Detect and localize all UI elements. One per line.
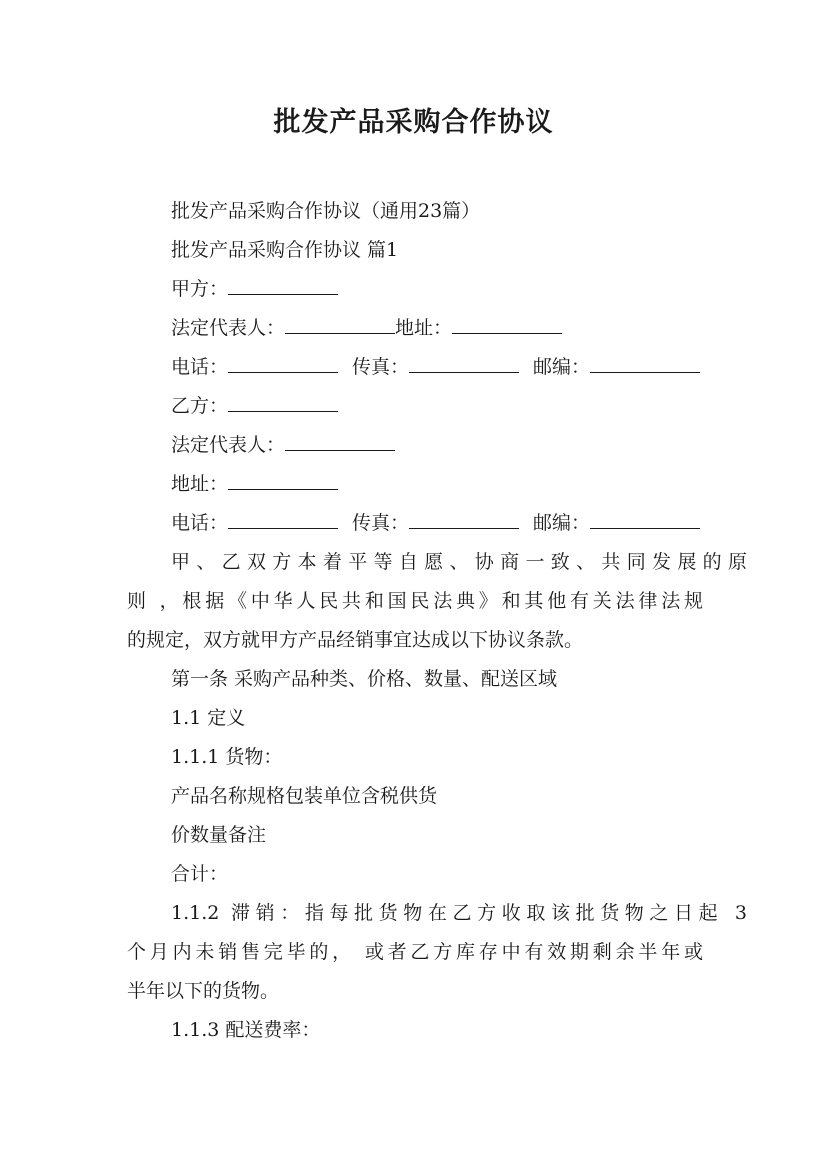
party-b-postcode-blank (590, 510, 700, 529)
party-b-phone-label: 电话： (171, 512, 229, 534)
party-a-phone-label: 电话： (171, 356, 229, 378)
goods-table-header-1: 产品名称规格包装单位含税供货 (171, 785, 438, 807)
party-a-name-label: 甲方： (171, 278, 229, 300)
party-a-postcode-blank (590, 354, 700, 373)
party-b-name-blank (228, 393, 338, 412)
section-1-1-2-line-3: 半年以下的货物。 (127, 980, 280, 1002)
document-title: 批发产品采购合作协议 (273, 107, 554, 138)
party-a-contact-row (127, 353, 747, 381)
section-1-1-1: 1.1.1 货物： (171, 746, 283, 768)
party-b-rep-blank (285, 432, 395, 451)
party-b-address-row (127, 470, 747, 498)
party-b-address-blank (228, 471, 338, 490)
intro-line-2: 则 ，根据《中华人民共和国民法典》和其他有关法律法规 (127, 590, 703, 612)
party-a-rep-row (127, 314, 747, 342)
party-a-name-row (127, 275, 747, 303)
party-a-rep-blank (285, 315, 395, 334)
article-1-heading: 第一条 采购产品种类、价格、数量、配送区域 (171, 668, 558, 690)
party-b-rep-label: 法定代表人： (171, 434, 286, 456)
party-a-phone-blank (228, 354, 338, 373)
party-a-fax-label: 传真： (352, 356, 410, 378)
party-a-name-blank (228, 276, 338, 295)
party-a-address-blank (452, 315, 562, 334)
party-b-name-label: 乙方： (171, 395, 229, 417)
party-b-fax-label: 传真： (352, 512, 410, 534)
party-b-fax-blank (409, 510, 519, 529)
party-b-postcode-label: 邮编： (533, 512, 591, 534)
goods-total: 合计： (171, 863, 229, 885)
section-1-1: 1.1 定义 (171, 707, 246, 729)
section-1-1-2-line-1: 1.1.2 滞销：指每批货物在乙方收取该批货物之日起 3 (171, 902, 747, 924)
party-b-contact-row (127, 509, 747, 537)
party-a-rep-label: 法定代表人： (171, 317, 286, 339)
party-a-address-label: 地址： (395, 317, 453, 339)
party-b-name-row (127, 392, 747, 420)
document-subtitle: 批发产品采购合作协议（通用23篇） (171, 200, 481, 222)
section-heading: 批发产品采购合作协议 篇1 (171, 239, 399, 261)
party-b-address-label: 地址： (171, 473, 229, 495)
party-a-postcode-label: 邮编： (533, 356, 591, 378)
party-a-fax-blank (409, 354, 519, 373)
section-1-1-3: 1.1.3 配送费率： (171, 1019, 321, 1041)
party-b-rep-row (127, 431, 747, 459)
party-b-phone-blank (228, 510, 338, 529)
intro-line-1: 甲、乙双方本着平等自愿、协商一致、共同发展的原 (171, 551, 747, 573)
goods-table-header-2: 价数量备注 (171, 824, 267, 846)
intro-line-3: 的规定，双方就甲方产品经销事宜达成以下协议条款。 (127, 629, 584, 651)
section-1-1-2-line-2: 个月内未销售完毕的， 或者乙方库存中有效期剩余半年或 (127, 941, 703, 963)
